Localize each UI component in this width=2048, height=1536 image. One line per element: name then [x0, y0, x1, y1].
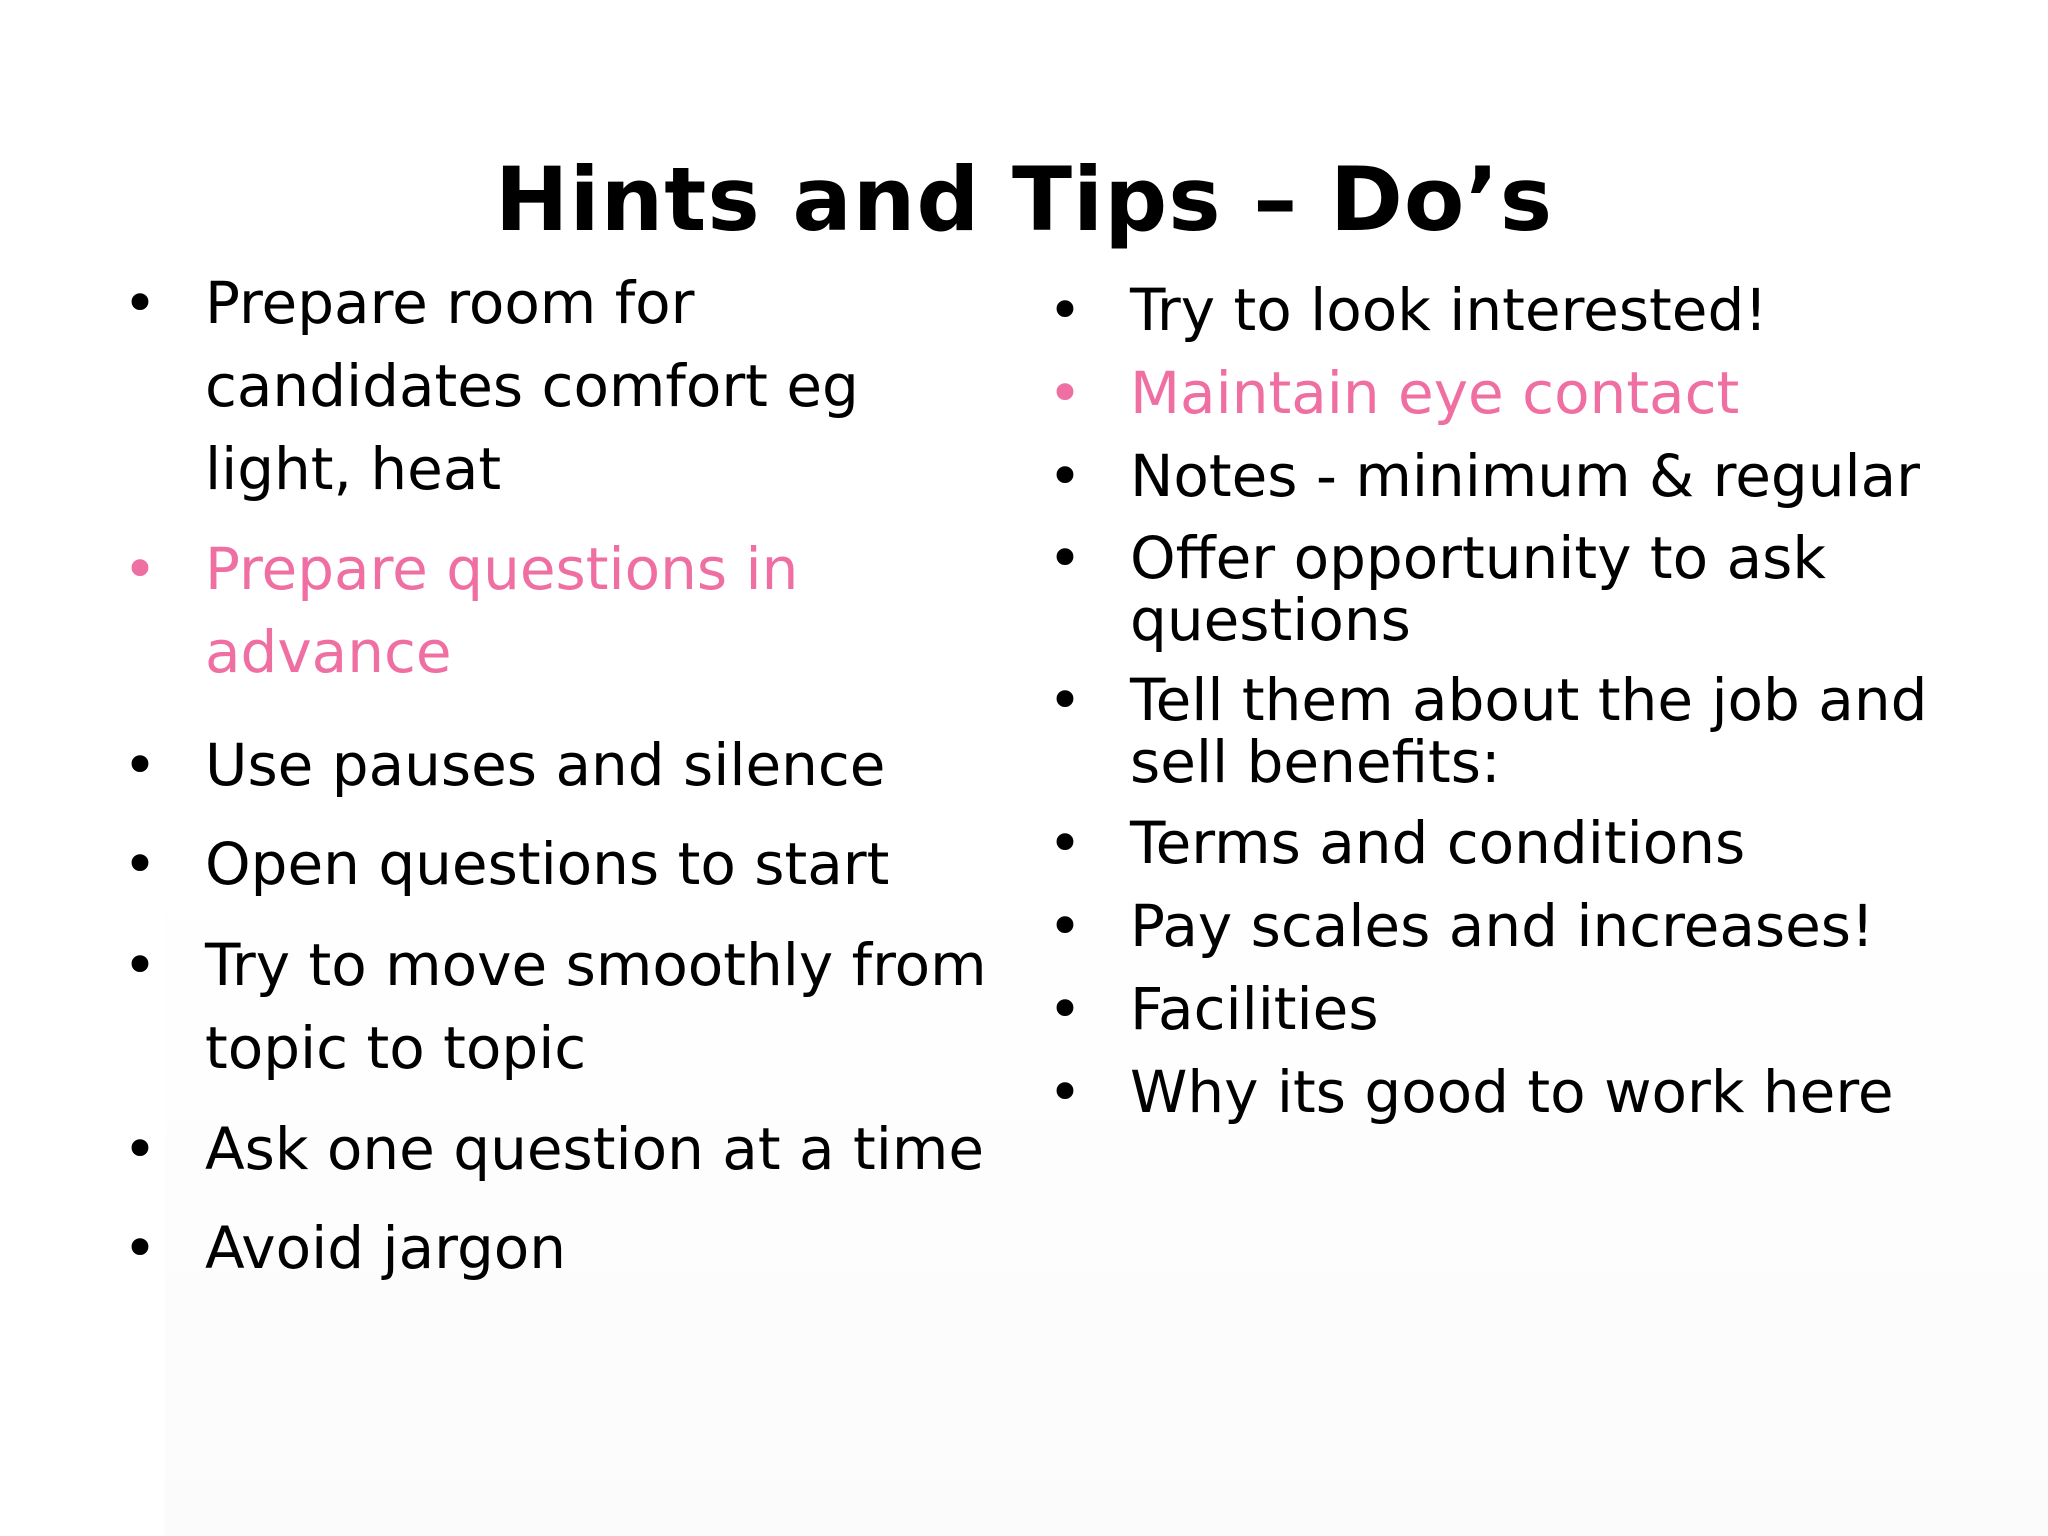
list-item-text: Prepare questions in advance: [205, 535, 799, 686]
list-item-text: Try to look interested!: [1130, 276, 1768, 344]
list-item-text: Try to move smoothly from topic to topic: [205, 931, 987, 1082]
list-item: [120, 924, 1000, 1090]
list-item: [120, 823, 1000, 906]
bullet-icon: •: [1047, 1058, 1083, 1126]
bullet-icon: •: [1047, 276, 1083, 344]
list-item: [1045, 666, 2035, 796]
bullet-icon: •: [1047, 359, 1083, 427]
list-item-text: Avoid jargon: [205, 1214, 566, 1282]
left-bullet-list: [120, 262, 1000, 1307]
bullet-icon: •: [122, 269, 158, 337]
list-item-text: Ask one question at a time: [205, 1115, 985, 1183]
list-item: [120, 724, 1000, 807]
list-item: [1045, 444, 2035, 509]
list-item: [120, 262, 1000, 511]
slide-title: Hints and Tips – Do’s: [494, 148, 1554, 251]
bullet-icon: •: [1047, 442, 1083, 510]
list-item: [120, 1108, 1000, 1191]
bullet-icon: •: [122, 931, 158, 999]
bullet-icon: •: [122, 830, 158, 898]
list-item-text: Maintain eye contact: [1130, 359, 1740, 427]
bullet-icon: •: [1047, 524, 1083, 592]
list-item: [1045, 811, 2035, 876]
list-item-text: Notes - minimum & regular: [1130, 442, 1920, 510]
list-item-text: Facilities: [1130, 975, 1379, 1043]
bullet-icon: •: [122, 1214, 158, 1282]
bullet-icon: •: [122, 731, 158, 799]
list-item-text: Use pauses and silence: [205, 731, 886, 799]
bullet-icon: •: [1047, 666, 1083, 734]
list-item-text: Tell them about the job and sell benefits:: [1130, 666, 1928, 796]
list-item-text: Pay scales and increases!: [1130, 892, 1875, 960]
list-item: [1045, 977, 2035, 1042]
bullet-icon: •: [122, 1115, 158, 1183]
bullet-icon: •: [1047, 892, 1083, 960]
list-item-text: Offer opportunity to ask questions: [1130, 524, 1826, 654]
bullet-icon: •: [122, 535, 158, 603]
list-item-text: Prepare room for candidates comfort eg light, heat: [205, 269, 859, 503]
list-item: [1045, 524, 2035, 654]
list-item-text: Open questions to start: [205, 830, 890, 898]
list-item: [1045, 278, 2035, 343]
list-item: [1045, 1060, 2035, 1125]
list-item: [120, 528, 1000, 694]
bullet-icon: •: [1047, 975, 1083, 1043]
right-bullet-list: [1045, 278, 2035, 1143]
list-item: [120, 1207, 1000, 1290]
list-item: [1045, 361, 2035, 426]
list-item: [1045, 894, 2035, 959]
bullet-icon: •: [1047, 809, 1083, 877]
list-item-text: Why its good to work here: [1130, 1058, 1894, 1126]
list-item-text: Terms and conditions: [1130, 809, 1746, 877]
